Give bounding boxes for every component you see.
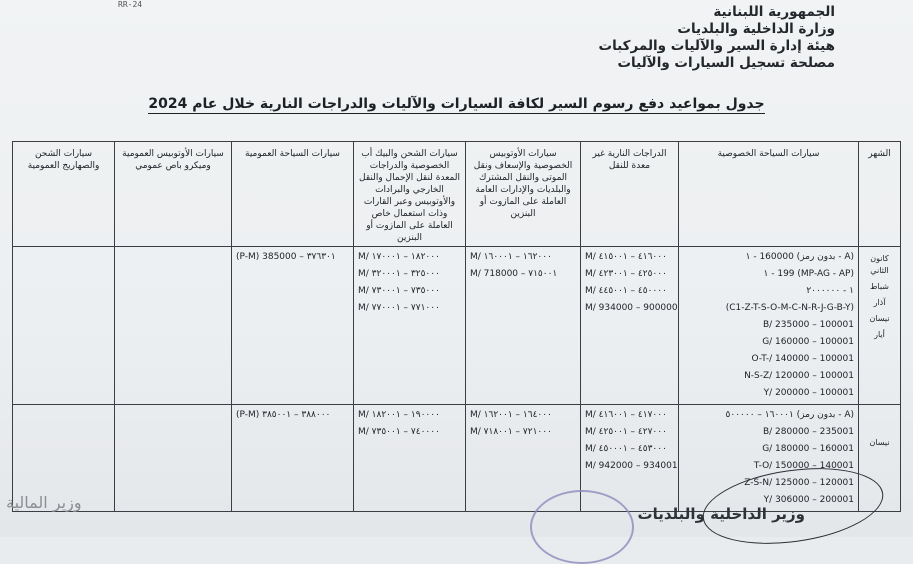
plate-range: M/ ٣٢٥٠٠٠ – ٣٢٠٠٠١	[358, 269, 440, 279]
plate-range: M/ ٤١٧٠٠٠ – ٤١٦٠٠١	[585, 410, 667, 420]
trucks-private-cell	[354, 247, 466, 405]
plate-range: (P-M) 385000 – ٣٧٦٣٠١	[236, 252, 336, 262]
plate-range: M/ 942000 – 934001	[585, 461, 678, 471]
letterhead	[599, 4, 835, 72]
plate-range: M/ ١٦٤٠٠٠ – ١٦٢٠٠١	[470, 410, 552, 420]
plate-range: ١٦٠٠٠١ – ٥٠٠٠٠٠ (بدون رمز - A)	[725, 410, 854, 420]
month-label: نيسان	[869, 438, 890, 447]
plate-range: ١ - ٢٠٠٠٠٠٠	[806, 286, 854, 296]
finance-minister-signature: وزير المالية	[6, 493, 82, 512]
plate-range: G/ 180000 – 160001	[762, 444, 854, 454]
plate-range: M/ ٧٤٠٠٠٠ – ٧٣٥٠٠١	[358, 427, 440, 437]
month-label: نيسان	[869, 314, 890, 323]
corner-mark: RR-24	[118, 0, 143, 9]
plate-range: (P-M) ٣٨٨٠٠٠ – ٣٨٥٠٠١	[236, 410, 331, 420]
plate-range: M/ ٤٢٧٠٠٠ – ٤٢٥٠٠١	[585, 427, 667, 437]
plate-range: G/ 160000 – 100001	[762, 337, 854, 347]
public-trucks-cell	[13, 247, 115, 405]
letterhead-line: هيئة إدارة السير والآليات والمركبات	[598, 38, 835, 54]
document-title	[0, 96, 913, 112]
plate-range: Y/ 306000 – 200001	[763, 495, 854, 505]
letterhead-line: وزارة الداخلية والبلديات	[677, 21, 835, 37]
private-cars-cell	[679, 247, 859, 405]
column-header-private-cars: سيارات السياحة الخصوصية	[679, 142, 859, 247]
public-cars-cell	[232, 405, 354, 512]
table-row	[13, 247, 901, 405]
plate-range: B/ 280000 – 235001	[762, 427, 854, 437]
month-label: شباط	[870, 282, 889, 291]
column-header-motorcycles: الدراجات النارية غير معدة للنقل	[581, 142, 679, 247]
column-header-public-cars: سيارات السياحة العمومية	[232, 142, 354, 247]
column-header-public-buses: سيارات الأوتوبيس العمومية وميكرو باص عمومي	[115, 142, 232, 247]
plate-range: M/ ٧٣٥٠٠٠ – ٧٣٠٠٠١	[358, 286, 440, 296]
plate-range: M/ ٤٥٣٠٠٠ – ٤٥٠٠٠١	[585, 444, 667, 454]
month-cell	[859, 247, 901, 405]
plate-range: M/ ٤١٦٠٠٠ – ٤١٥٠٠١	[585, 252, 667, 262]
plate-range: Y/ 200000 – 100001	[763, 388, 854, 398]
trucks-private-cell	[354, 405, 466, 512]
plate-range: M/ ١٦٢٠٠٠ – ١٦٠٠٠١	[470, 252, 552, 262]
plate-range: ١ - 160000 (بدون رمز - A)	[745, 252, 854, 262]
plate-range: B/ 235000 – 100001	[762, 320, 854, 330]
plate-range: T-O/ 150000 – 140001	[753, 461, 854, 471]
public-cars-cell	[232, 247, 354, 405]
interior-minister-signature: وزير الداخلية والبلديات	[637, 505, 805, 523]
motorcycles-cell	[581, 247, 679, 405]
document-title-text: جدول بمواعيد دفع رسوم السير لكافة السيارات والآليات والدراجات النارية خلال عام 2024	[148, 96, 765, 112]
plate-range: Z-S-N/ 125000 – 120001	[744, 478, 854, 488]
plate-range: M/ ٧٢١٠٠٠ – ٧١٨٠٠١	[470, 427, 552, 437]
plate-range: N-S-Z/ 120000 – 100001	[744, 371, 854, 381]
plate-range: M/ ١٩٠٠٠٠ – ١٨٢٠٠١	[358, 410, 440, 420]
month-label: كانون الثاني	[870, 254, 889, 275]
column-header-month: الشهر	[859, 142, 901, 247]
month-label: آذار	[873, 298, 886, 307]
plate-range: (C1-Z-T-S-O-M-C-N-R-J-G-B-Y)	[725, 303, 854, 313]
official-stamp	[530, 490, 634, 564]
month-label: أيار	[874, 330, 885, 339]
letterhead-line: الجمهورية اللبنانية	[713, 4, 835, 20]
public-buses-cell	[115, 247, 232, 405]
column-header-trucks-private: سيارات الشحن والبيك أب الخصوصية والدراجات المعدة لنقل الإحمال والنقل الخارجي والبرادات والأوتوبيس وعبر القارات وذات استعمال خاص العاملة على المازوت أو البنزين	[354, 142, 466, 247]
private-buses-cell	[466, 247, 581, 405]
plate-range: ١ - 199 (MP-AG - AP)	[763, 269, 854, 279]
plate-range: O-T-/ 140000 – 100001	[751, 354, 854, 364]
fees-schedule-table	[12, 141, 901, 512]
plate-range: M/ ٤٢٥٠٠٠ – ٤٢٣٠٠١	[585, 269, 667, 279]
letterhead-line: مصلحة تسجيل السيارات والآليات	[617, 55, 835, 71]
plate-range: M/ 718000 – ٧١٥٠٠١	[470, 269, 558, 279]
column-header-private-buses: سيارات الأوتوبيس الخصوصية والإسعاف ونقل الموتى والنقل المشترك والبلديات والإدارات العامة العاملة على المازوت أو البنزين	[466, 142, 581, 247]
plate-range: M/ ١٨٢٠٠٠ – ١٧٠٠٠١	[358, 252, 440, 262]
column-header-public-trucks: سيارات الشحن والصهاريج العمومية	[13, 142, 115, 247]
public-buses-cell	[115, 405, 232, 512]
plate-range: M/ ٧٧١٠٠٠ – ٧٧٠٠٠١	[358, 303, 440, 313]
table-header-row	[13, 142, 901, 247]
plate-range: M/ ٤٥٠٠٠٠ – ٤٤٥٠٠١	[585, 286, 667, 296]
plate-range: M/ 934000 – 900000	[585, 303, 678, 313]
